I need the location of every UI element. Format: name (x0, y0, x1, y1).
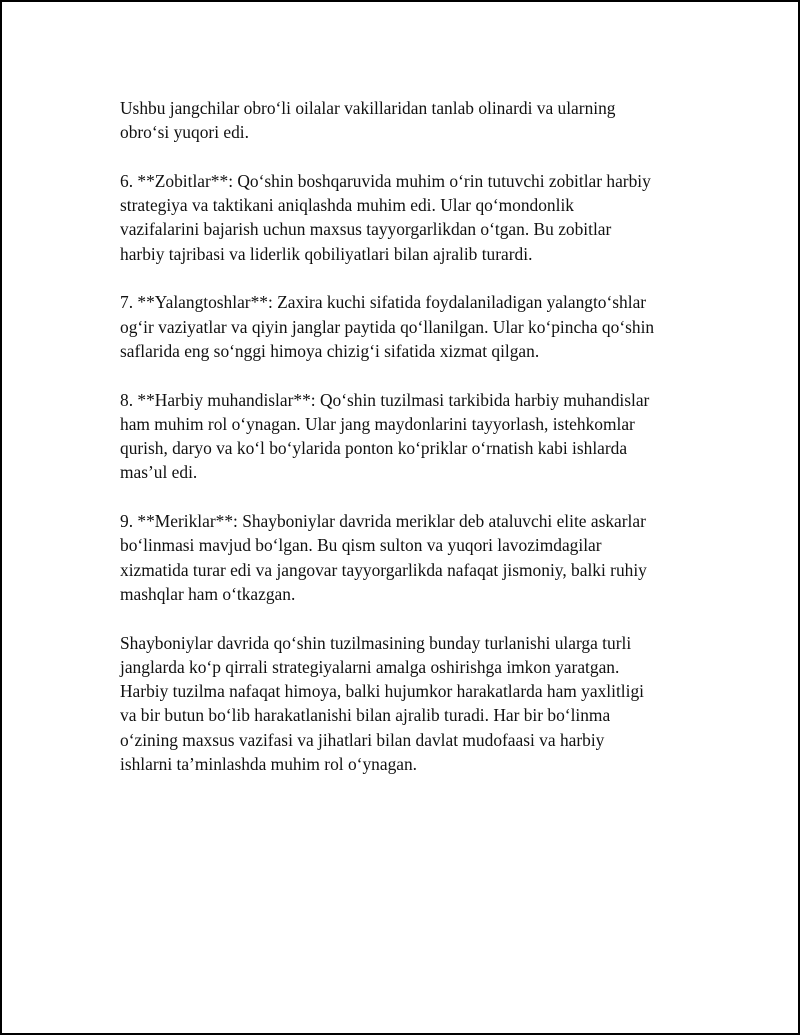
paragraph-conclusion: Shayboniylar davrida qo‘shin tuzilmasining bunday turlanishi ularga turli janglarda ko‘p qirrali strategiyalarni amalga oshirishga imkon yaratgan. Harbiy tuzilma nafaqat himoya, balki hujumkor harakatlarda ham yaxlitligi va bir butun bo‘lib harakatlanishi bilan ajralib turadi. Har bir bo‘linma o‘zining maxsus vazifasi va jihatlari bilan davlat mudofaasi va harbiy ishlarni ta’minlashda muhim rol o‘ynagan. (120, 632, 644, 775)
document-body (120, 96, 695, 801)
paragraph-intro: Ushbu jangchilar obro‘li oilalar vakillaridan tanlab olinardi va ularning obro‘si yuqori edi. (120, 98, 616, 143)
paragraph-item-9-meriklar: 9. **Meriklar**: Shayboniylar davrida meriklar deb ataluvchi elite askarlar bo‘linmasi mavjud bo‘lgan. Bu qism sulton va yuqori lavozimdagilar xizmatida turar edi va jangovar tayyorgarlikda nafaqat jismoniy, balki ruhiy mashqlar ham o‘tkazgan. (120, 511, 647, 604)
paragraph-item-7-yalangtoshlar: 7. **Yalangtoshlar**: Zaxira kuchi sifatida foydalaniladigan yalangto‘shlar og‘ir vaziyatlar va qiyin janglar paytida qo‘llanilgan. Ular ko‘pincha qo‘shin saflarida eng so‘nggi himoya chizig‘i sifatida xizmat qilgan. (120, 292, 655, 361)
paragraph-item-6-zobitlar: 6. **Zobitlar**: Qo‘shin boshqaruvida muhim o‘rin tutuvchi zobitlar harbiy strategiya va taktikani aniqlashda muhim edi. Ular qo‘mondonlik vazifalarini bajarish uchun maxsus tayyorgarlikdan o‘tgan. Bu zobitlar harbiy tajribasi va liderlik qobiliyatlari bilan ajralib turardi. (120, 170, 651, 264)
paragraph-item-8-harbiy-muhandislar: 8. **Harbiy muhandislar**: Qo‘shin tuzilmasi tarkibida harbiy muhandislar ham muhim rol o‘ynagan. Ular jang maydonlarini tayyorlash, istehkomlar qurish, daryo va ko‘l bo‘ylarida ponton ko‘priklar o‘rnatish kabi ishlarda mas’ul edi. (120, 389, 650, 483)
